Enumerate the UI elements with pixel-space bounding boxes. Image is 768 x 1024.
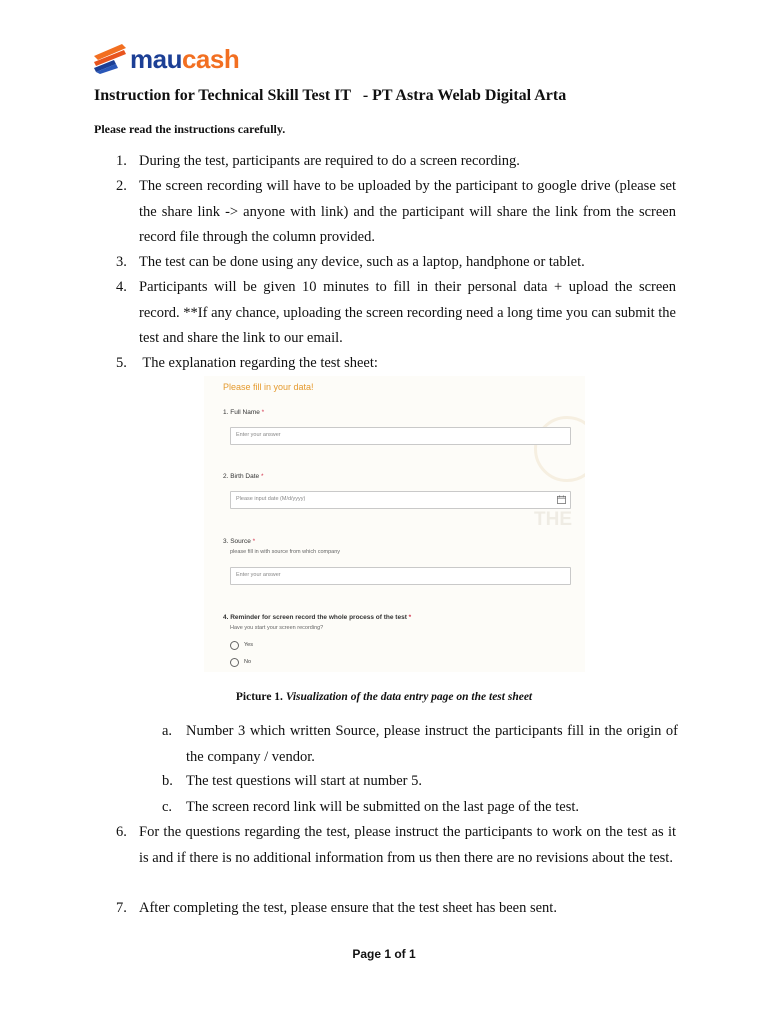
- radio-label-yes: Yes: [244, 642, 253, 648]
- maucash-logo-icon: [92, 42, 128, 74]
- question-hint-source: please fill in with source from which company: [230, 549, 341, 555]
- list-item-number: 2.: [116, 178, 127, 194]
- radio-label-no: No: [244, 659, 252, 665]
- figure-watermark: THE: [534, 509, 572, 530]
- list-item-text: The explanation regarding the test sheet:: [139, 355, 378, 371]
- required-asterisk: *: [260, 473, 264, 480]
- document-title: Instruction for Technical Skill Test IT - PT Astra Welab Digital Arta: [94, 87, 567, 104]
- sub-list-item-text: The test questions will start at number 5.: [186, 773, 422, 789]
- figure-caption: [0, 691, 768, 703]
- maucash-wordmark: [130, 44, 239, 75]
- page-number: Page 1 of 1: [352, 947, 416, 961]
- input-placeholder: Enter your answer: [236, 432, 281, 438]
- form-screenshot-figure: [204, 376, 585, 672]
- question-label-birth-date: [223, 473, 263, 480]
- question-label-reminder: [223, 614, 411, 621]
- list-item-text: For the questions regarding the test, please instruct the participants to work on the test as it is and if there is no additional information from us then there are no revisions about the test.: [139, 824, 676, 866]
- document-subtitle: Please read the instructions carefully.: [94, 122, 286, 136]
- question-text: 3. Source: [223, 538, 253, 545]
- logo-text-mau: mau: [130, 44, 182, 74]
- sub-list-item-text: The screen record link will be submitted on the last page of the test.: [186, 799, 579, 815]
- question-label-full-name: [223, 409, 264, 416]
- list-item-number: 1.: [116, 153, 127, 169]
- maucash-logo: [92, 40, 252, 76]
- question-text: 2. Birth Date: [223, 473, 261, 480]
- sub-list-item-letter: b.: [162, 773, 173, 789]
- required-asterisk: *: [261, 409, 265, 416]
- decorative-ring: [534, 416, 585, 482]
- logo-text-cash: cash: [181, 44, 240, 74]
- list-item-text: Participants will be given 10 minutes to fill in their personal data + upload the screen record. **If any chance, uploading the screen recording need a long time you can submit the test and share the link to our email.: [139, 279, 676, 346]
- sub-list-item-text: Number 3 which written Source, please instruct the participants fill in the origin of the company / vendor.: [186, 723, 678, 765]
- list-item-text: During the test, participants are required to do a screen recording.: [139, 153, 520, 169]
- birth-date-input[interactable]: [230, 491, 571, 509]
- list-item-number: 3.: [116, 254, 127, 270]
- sub-list-item-letter: a.: [162, 723, 173, 739]
- list-item-number: 6.: [116, 824, 127, 840]
- full-name-input[interactable]: [230, 427, 571, 445]
- list-item-number: 5.: [116, 355, 127, 371]
- caption-text: Visualization of the data entry page on the test sheet: [282, 691, 533, 703]
- caption-label: Picture 1.: [235, 691, 283, 703]
- required-asterisk: *: [252, 538, 256, 545]
- calendar-icon[interactable]: [557, 495, 566, 504]
- sub-list-item-letter: c.: [162, 799, 173, 815]
- input-placeholder: Please input date (M/d/yyyy): [236, 496, 306, 502]
- list-item-number: 7.: [116, 900, 127, 916]
- source-input[interactable]: [230, 567, 571, 585]
- question-label-source: [223, 538, 255, 545]
- list-item-number: 4.: [116, 279, 127, 295]
- radio-no[interactable]: [230, 658, 239, 667]
- question-hint-reminder: Have you start your screen recording?: [230, 625, 324, 631]
- question-text: 1. Full Name: [223, 409, 262, 416]
- radio-yes[interactable]: [230, 641, 239, 650]
- question-text: 4. Reminder for screen record the whole process of the test: [223, 614, 409, 621]
- form-heading: Please fill in your data!: [223, 382, 314, 392]
- list-item-text: After completing the test, please ensure that the test sheet has been sent.: [139, 900, 557, 916]
- page-footer: [0, 947, 768, 961]
- required-asterisk: *: [408, 614, 412, 621]
- list-item-text: The screen recording will have to be uploaded by the participant to google drive (please set the share link -> anyone with link) and the participant will share the link from the screen record file through the column provided.: [139, 178, 676, 245]
- input-placeholder: Enter your answer: [236, 572, 281, 578]
- list-item-text: The test can be done using any device, such as a laptop, handphone or tablet.: [139, 254, 585, 270]
